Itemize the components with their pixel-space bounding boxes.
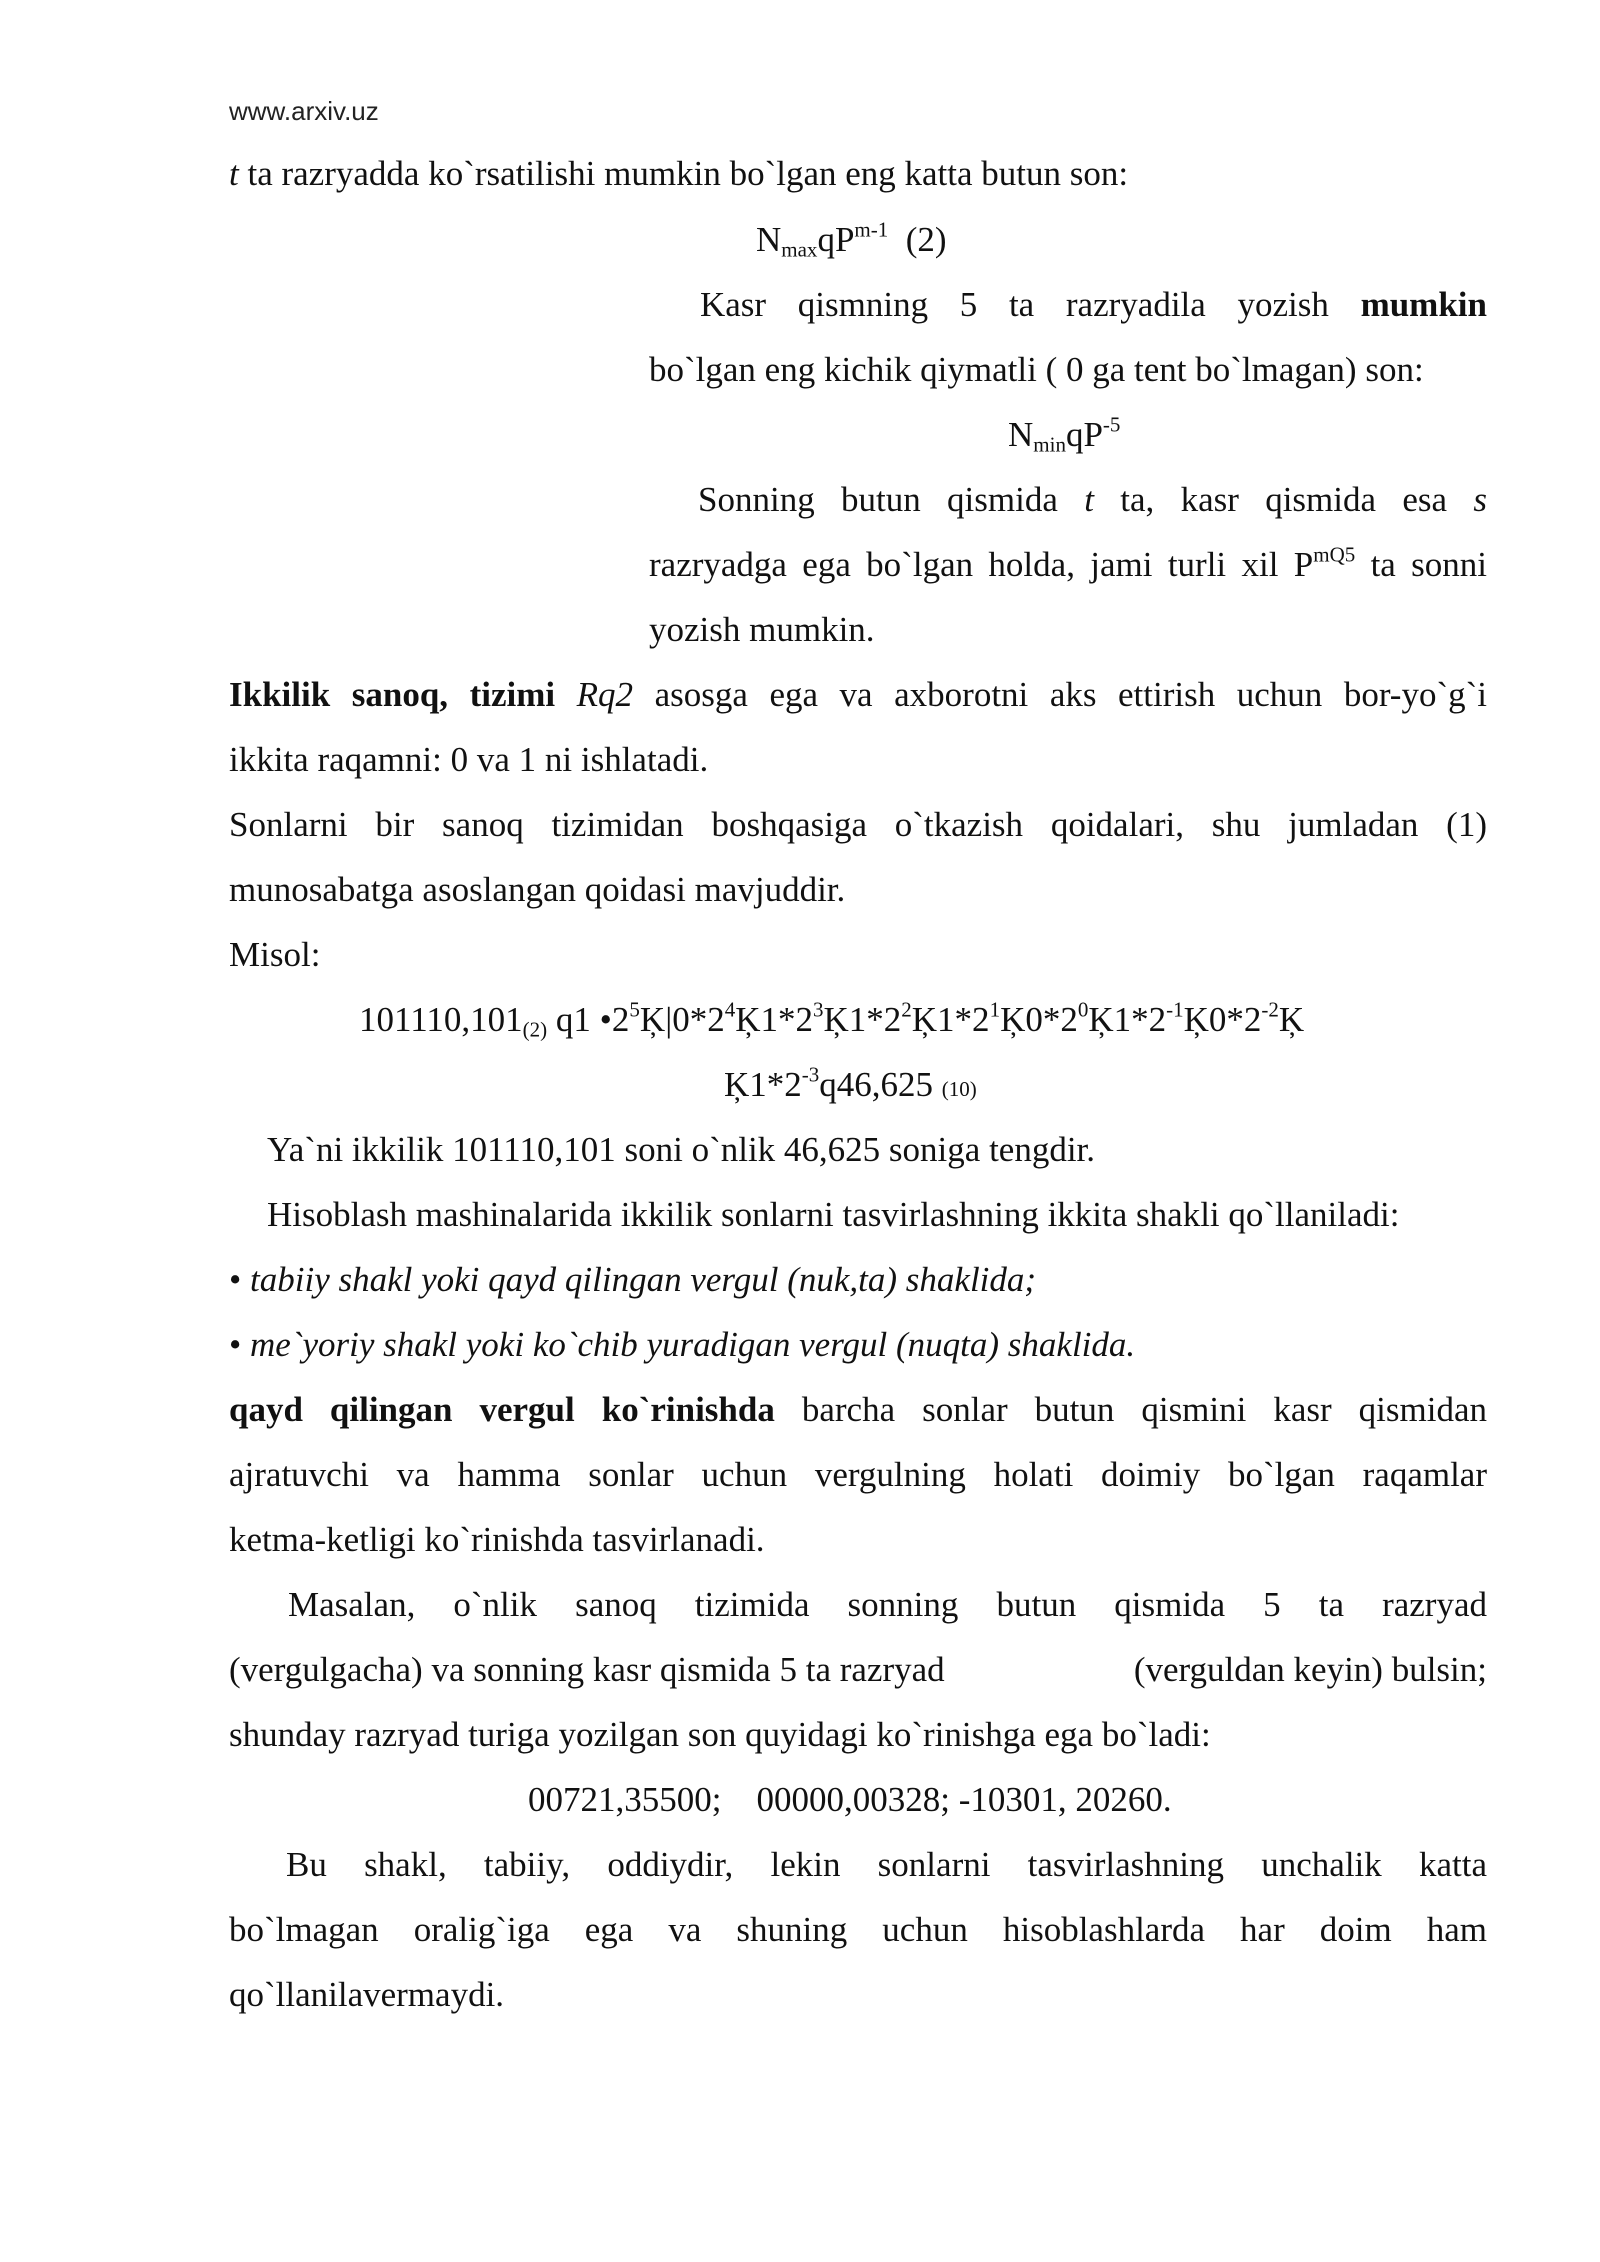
formula-superscript: 4 [724,997,736,1022]
formula-symbol: N [1008,415,1034,454]
formula-part: Ķ0*2 [1000,1000,1078,1039]
formula-part: Ķ0*2 [1183,1000,1262,1039]
paragraph-line [649,480,1487,520]
paragraph-line: bo`lmagan oralig`iga ega va shuning uchun hisoblashlarda har doim ham [229,1910,1487,1949]
site-watermark: www.arxiv.uz [229,96,379,126]
paragraph-line [229,154,1487,194]
formula-symbol: qP [1065,415,1103,454]
paragraph-line: Ya`ni ikkilik 101110,101 soni o`nlik 46,625 soniga tengdir. [267,1130,1096,1169]
formula-symbol: N [756,220,782,259]
text: (verguldan keyin) bulsin; [1133,1650,1487,1689]
paragraph-line: Sonlarni bir sanoq tizimidan boshqasiga o`tkazish qoidalari, shu jumladan (1) [229,805,1487,844]
formula-superscript: 0 [1077,997,1089,1022]
list-item-text: tabiiy shakl yoki qayd qilingan vergul (nuk,ta) shaklida; [250,1260,1037,1299]
paragraph-line: bo`lgan eng kichik qiymatli ( 0 ga tent bo`lmagan) son: [649,350,1424,389]
formula-subscript: (10) [941,1077,977,1101]
variable-s: s [1473,480,1487,519]
paragraph-line [649,285,1487,325]
bold-term: Ikkilik sanoq, tizimi [229,675,556,714]
superscript: mQ5 [1313,542,1356,567]
formula-part: Ķ1*2 [911,1000,990,1039]
paragraph-line [229,1390,1487,1430]
text: ta sonni [1355,545,1488,584]
formula-part: Ķ1*2 [823,1000,902,1039]
bullet-icon: • [229,1260,251,1299]
paragraph-line: shunday razryad turiga yozilgan son quyidagi ko`rinishga ega bo`ladi: [229,1715,1211,1754]
binary-conversion-formula-line2 [724,1062,977,1109]
variable-t: t [229,154,239,193]
bold-term: qayd qilingan vergul ko`rinishda [229,1390,775,1429]
formula-subscript: (2) [522,1017,548,1042]
text: Sonning butun qismida [698,480,1085,519]
list-item-text: me`yoriy shakl yoki ko`chib yuradigan vergul (nuqta) shaklida. [250,1325,1136,1364]
text: razryadga ega bo`lgan holda, jami turli xil P [649,545,1314,584]
bullet-icon: • [229,1325,251,1364]
formula-superscript: 2 [901,997,912,1022]
paragraph-line: ikkita raqamni: 0 va 1 ni ishlatadi. [229,740,709,779]
paragraph-line [229,1650,1487,1690]
formula-superscript: 3 [813,997,824,1022]
formula-superscript: m-1 [854,217,889,242]
paragraph-line: yozish mumkin. [649,610,875,649]
formula-part: Ķ1*2 [735,1000,813,1039]
italic-text: Rq2 [555,675,634,714]
formula-part: Ķ|0*2 [639,1000,725,1039]
text: asosga ega va axborotni aks ettirish uchun bor-yo`g`i [633,675,1487,714]
bold-text: mumkin [1360,285,1487,324]
paragraph-line [229,675,1487,715]
formula-superscript: -5 [1102,412,1121,437]
text: ta, kasr qismida esa [1093,480,1474,519]
paragraph-line: Masalan, o`nlik sanoq tizimida sonning butun qismida 5 ta razryad [288,1585,1487,1624]
formula-superscript: 5 [629,997,640,1022]
formula-part: q1 •2 [547,1000,630,1039]
equation-number: (2) [888,220,947,259]
example-label: Misol: [229,935,321,974]
formula-superscript: -3 [801,1062,820,1087]
formula-superscript: 1 [989,997,1001,1022]
number-example: 00721,35500; 00000,00328; -10301, 20260. [528,1780,1172,1819]
formula-part: q46,625 [819,1065,942,1104]
binary-conversion-formula [359,997,1305,1042]
formula-part: 101110,101 [359,1000,523,1039]
formula-superscript: -1 [1166,997,1184,1022]
formula-part: Ķ1*2 [724,1065,802,1104]
paragraph-line: Hisoblash mashinalarida ikkilik sonlarni tasvirlashning ikkita shakli qo`llaniladi: [267,1195,1400,1234]
formula-subscript: min [1033,432,1066,457]
paragraph-line: qo`llanilavermaydi. [229,1975,505,2014]
text: (vergulgacha) va sonning kasr qismida 5 ta razryad [229,1650,945,1689]
text: barcha sonlar butun qismini kasr qismidan [774,1390,1487,1429]
formula-part: Ķ1*2 [1088,1000,1167,1039]
formula-nmax [756,217,947,262]
paragraph-line: Bu shakl, tabiiy, oddiydir, lekin sonlarni tasvirlashning unchalik katta [286,1845,1487,1884]
formula-superscript: -2 [1261,997,1279,1022]
list-item [229,1260,1487,1300]
formula-part: Ķ [1278,1000,1305,1039]
text: Kasr qismning 5 ta razryadila yozish [700,285,1361,324]
formula-nmin [1008,412,1121,457]
formula-subscript: max [781,237,818,262]
paragraph-line: ketma-ketligi ko`rinishda tasvirlanadi. [229,1520,765,1559]
paragraph-line: munosabatga asoslangan qoidasi mavjuddir. [229,870,846,909]
text: ta razryadda ko`rsatilishi mumkin bo`lgan eng katta butun son: [238,154,1129,193]
paragraph-line [649,542,1488,585]
variable-t: t [1084,480,1094,519]
list-item [229,1325,1487,1365]
formula-symbol: qP [817,220,855,259]
paragraph-line: ajratuvchi va hamma sonlar uchun vergulning holati doimiy bo`lgan raqamlar [229,1455,1487,1494]
